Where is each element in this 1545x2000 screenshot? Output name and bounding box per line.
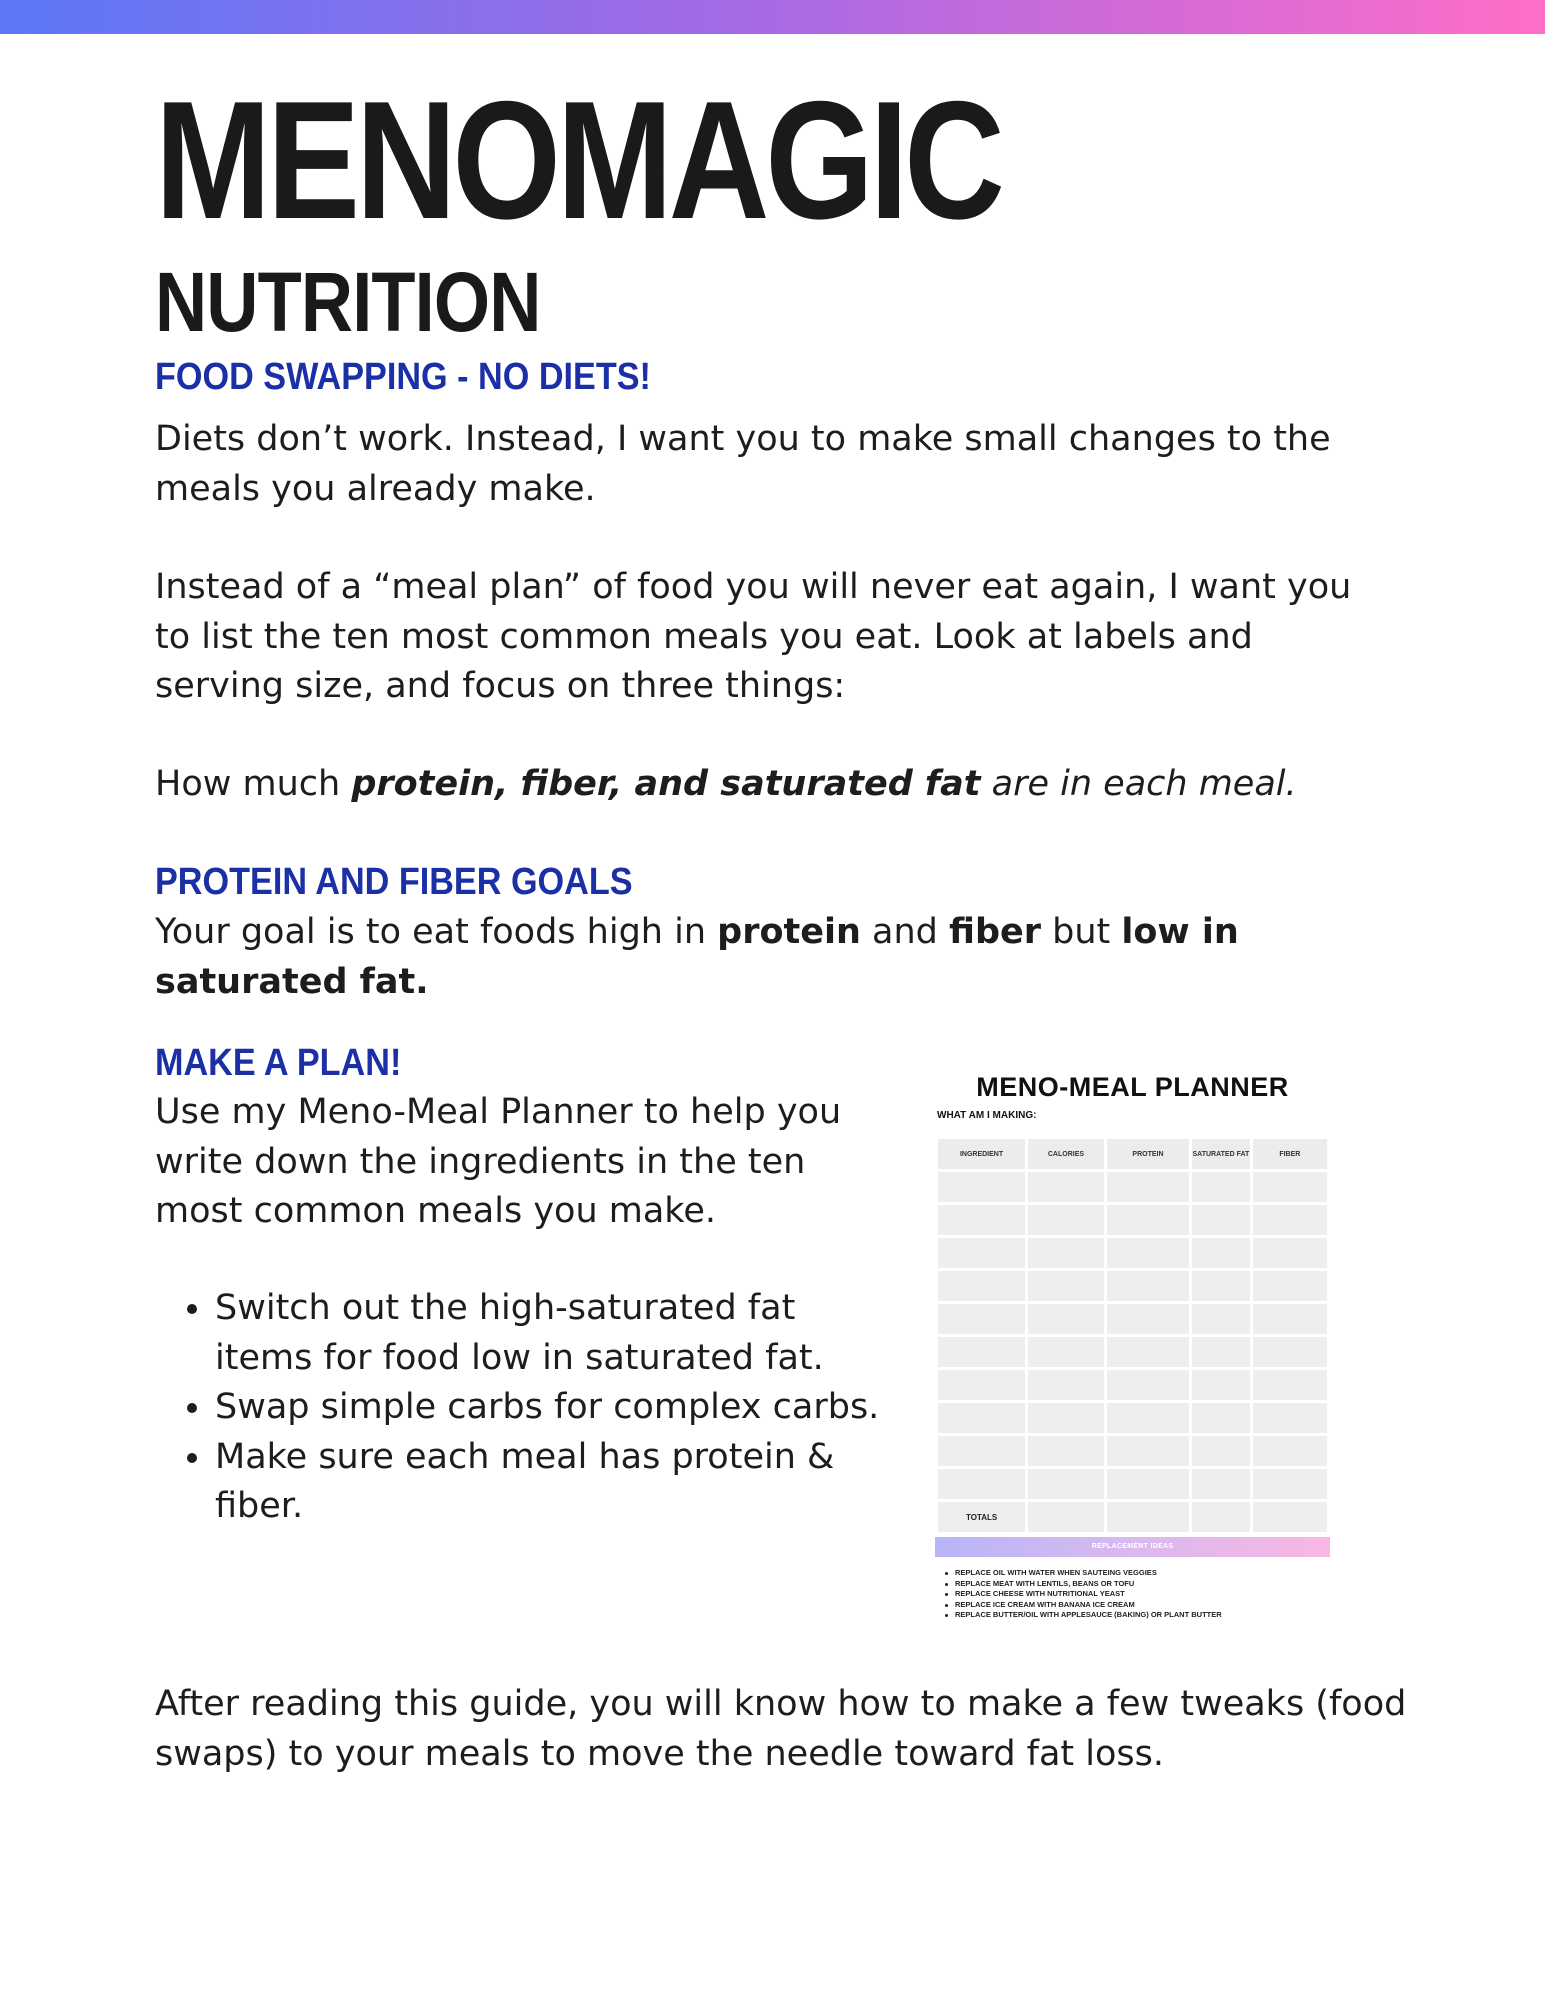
table-cell: [1253, 1271, 1327, 1301]
paragraph-text: and: [860, 912, 949, 952]
paragraph-line: After reading this guide, you will know how to make a few tweaks (food: [155, 1684, 1407, 1724]
paragraph-line: write down the ingredients in the ten: [155, 1141, 806, 1182]
table-cell: [1192, 1370, 1250, 1400]
table-cell: [1028, 1304, 1104, 1334]
heading-protein-fiber-goals: PROTEIN AND FIBER GOALS: [155, 861, 633, 903]
table-cell: [938, 1337, 1025, 1367]
table-cell: [1107, 1436, 1189, 1466]
table-cell: [1192, 1502, 1250, 1532]
table-row: [938, 1370, 1327, 1400]
table-cell: [1253, 1337, 1327, 1367]
paragraph-line: most common meals you make.: [155, 1191, 716, 1231]
emphasis-text: protein, fiber, and saturated fat: [351, 764, 981, 804]
list-item: REPLACE CHEESE WITH NUTRITIONAL YEAST: [955, 1589, 1222, 1600]
bold-text: protein: [717, 912, 861, 952]
gradient-header-bar: [0, 0, 1545, 34]
table-cell: [1107, 1271, 1189, 1301]
paragraph-line: swaps) to your meals to move the needle toward fat loss.: [155, 1733, 1165, 1774]
table-cell: [1107, 1172, 1189, 1202]
table-row: [938, 1469, 1327, 1499]
table-cell: [938, 1271, 1025, 1301]
table-cell: [1192, 1403, 1250, 1433]
table-cell: [1192, 1469, 1250, 1499]
table-cell: [1253, 1370, 1327, 1400]
totals-label: TOTALS: [938, 1502, 1025, 1532]
totals-row: [938, 1502, 1327, 1532]
table-cell: [1028, 1502, 1104, 1532]
planner-header-row: [938, 1139, 1327, 1169]
table-cell: [1107, 1205, 1189, 1235]
table-cell: [1192, 1172, 1250, 1202]
list-item: REPLACE OIL WITH WATER WHEN SAUTEING VEGGIES: [955, 1568, 1222, 1579]
table-cell: [1107, 1502, 1189, 1532]
table-cell: [1253, 1172, 1327, 1202]
table-cell: [1028, 1337, 1104, 1367]
italic-text: are in each meal.: [980, 764, 1297, 804]
table-cell: [1253, 1436, 1327, 1466]
table-row: [938, 1337, 1327, 1367]
page-title: MENOMAGIC: [155, 66, 1001, 254]
planner-title: MENO-MEAL PLANNER: [976, 1072, 1289, 1102]
column-header: SATURATED FAT: [1192, 1139, 1250, 1169]
table-cell: [1253, 1238, 1327, 1268]
heading-make-a-plan: MAKE A PLAN!: [155, 1042, 402, 1084]
table-cell: [1028, 1172, 1104, 1202]
list-item: REPLACE ICE CREAM WITH BANANA ICE CREAM: [955, 1600, 1222, 1611]
list-item: REPLACE MEAT WITH LENTILS, BEANS OR TOFU: [955, 1579, 1222, 1590]
paragraph-text: Your goal is to eat foods high in: [155, 912, 718, 952]
list-item: [215, 1284, 915, 1383]
table-cell: [938, 1304, 1025, 1334]
paragraph-closing: [155, 1680, 1455, 1779]
table-row: [938, 1271, 1327, 1301]
table-cell: [1253, 1205, 1327, 1235]
paragraph-goal: [155, 908, 1425, 1007]
table-cell: [1028, 1238, 1104, 1268]
meno-meal-planner-thumbnail: [935, 1060, 1330, 1630]
paragraph-text: How much: [155, 764, 352, 804]
column-header: PROTEIN: [1107, 1139, 1189, 1169]
table-cell: [1028, 1436, 1104, 1466]
bold-text: fiber: [949, 912, 1041, 952]
table-cell: [1253, 1304, 1327, 1334]
list-item-line: fiber.: [215, 1486, 304, 1526]
table-cell: [1192, 1205, 1250, 1235]
table-cell: [1028, 1370, 1104, 1400]
swap-tips-list: [215, 1284, 915, 1532]
heading-food-swapping: FOOD SWAPPING - NO DIETS!: [155, 356, 651, 398]
table-cell: [1107, 1238, 1189, 1268]
table-cell: [938, 1436, 1025, 1466]
table-row: [938, 1238, 1327, 1268]
table-cell: [938, 1370, 1025, 1400]
list-item-line: items for food low in saturated fat.: [215, 1337, 824, 1378]
table-cell: [1107, 1337, 1189, 1367]
table-cell: [1253, 1502, 1327, 1532]
table-row: [938, 1436, 1327, 1466]
paragraph-line: Use my Meno-Meal Planner to help you: [155, 1092, 842, 1132]
table-row: [938, 1304, 1327, 1334]
paragraph-line: serving size, and focus on three things:: [155, 666, 846, 706]
table-cell: [1192, 1337, 1250, 1367]
table-cell: [1192, 1304, 1250, 1334]
table-cell: [1192, 1271, 1250, 1301]
paragraph-meal-plan: [155, 563, 1425, 712]
table-cell: [1107, 1469, 1189, 1499]
table-cell: [1028, 1271, 1104, 1301]
table-cell: [938, 1172, 1025, 1202]
column-header: FIBER: [1253, 1139, 1327, 1169]
list-item: [215, 1383, 915, 1433]
replacement-ideas-list: [955, 1568, 1222, 1621]
table-cell: [938, 1205, 1025, 1235]
table-cell: [1253, 1403, 1327, 1433]
bold-text: low in: [1121, 912, 1239, 952]
list-item: [215, 1433, 915, 1532]
planner-table: [935, 1136, 1330, 1535]
table-cell: [1107, 1304, 1189, 1334]
table-row: [938, 1205, 1327, 1235]
table-cell: [1192, 1436, 1250, 1466]
column-header: INGREDIENT: [938, 1139, 1025, 1169]
table-cell: [938, 1469, 1025, 1499]
table-row: [938, 1403, 1327, 1433]
table-cell: [1107, 1370, 1189, 1400]
bold-text: saturated fat.: [155, 961, 429, 1002]
planner-question: WHAT AM I MAKING:: [937, 1110, 1037, 1121]
table-cell: [1107, 1403, 1189, 1433]
list-item: REPLACE BUTTER/OIL WITH APPLESAUCE (BAKING) OR PLANT BUTTER: [955, 1610, 1222, 1619]
table-cell: [1192, 1238, 1250, 1268]
paragraph-how-much: [155, 760, 1425, 810]
replacement-ideas-banner: REPLACEMENT IDEAS: [935, 1537, 1330, 1557]
paragraph-line: Instead of a “meal plan” of food you will never eat again, I want you: [155, 567, 1352, 607]
paragraph-diets: [155, 415, 1425, 514]
table-cell: [1028, 1469, 1104, 1499]
page-subtitle: NUTRITION: [155, 255, 541, 349]
column-header: CALORIES: [1028, 1139, 1104, 1169]
paragraph-line: Diets don’t work. Instead, I want you to make small changes to the: [155, 419, 1331, 459]
paragraph-text: but: [1041, 912, 1122, 952]
table-row: [938, 1172, 1327, 1202]
list-item-line: Make sure each meal has protein &: [215, 1436, 835, 1477]
table-cell: [1028, 1205, 1104, 1235]
paragraph-planner-intro: [155, 1088, 915, 1237]
table-cell: [1253, 1469, 1327, 1499]
list-item-line: Switch out the high-saturated fat: [215, 1288, 796, 1328]
table-cell: [938, 1238, 1025, 1268]
table-cell: [1028, 1403, 1104, 1433]
paragraph-line: meals you already make.: [155, 468, 596, 509]
paragraph-line: to list the ten most common meals you eat. Look at labels and: [155, 616, 1253, 657]
list-item-line: Swap simple carbs for complex carbs.: [215, 1387, 880, 1427]
table-cell: [938, 1403, 1025, 1433]
